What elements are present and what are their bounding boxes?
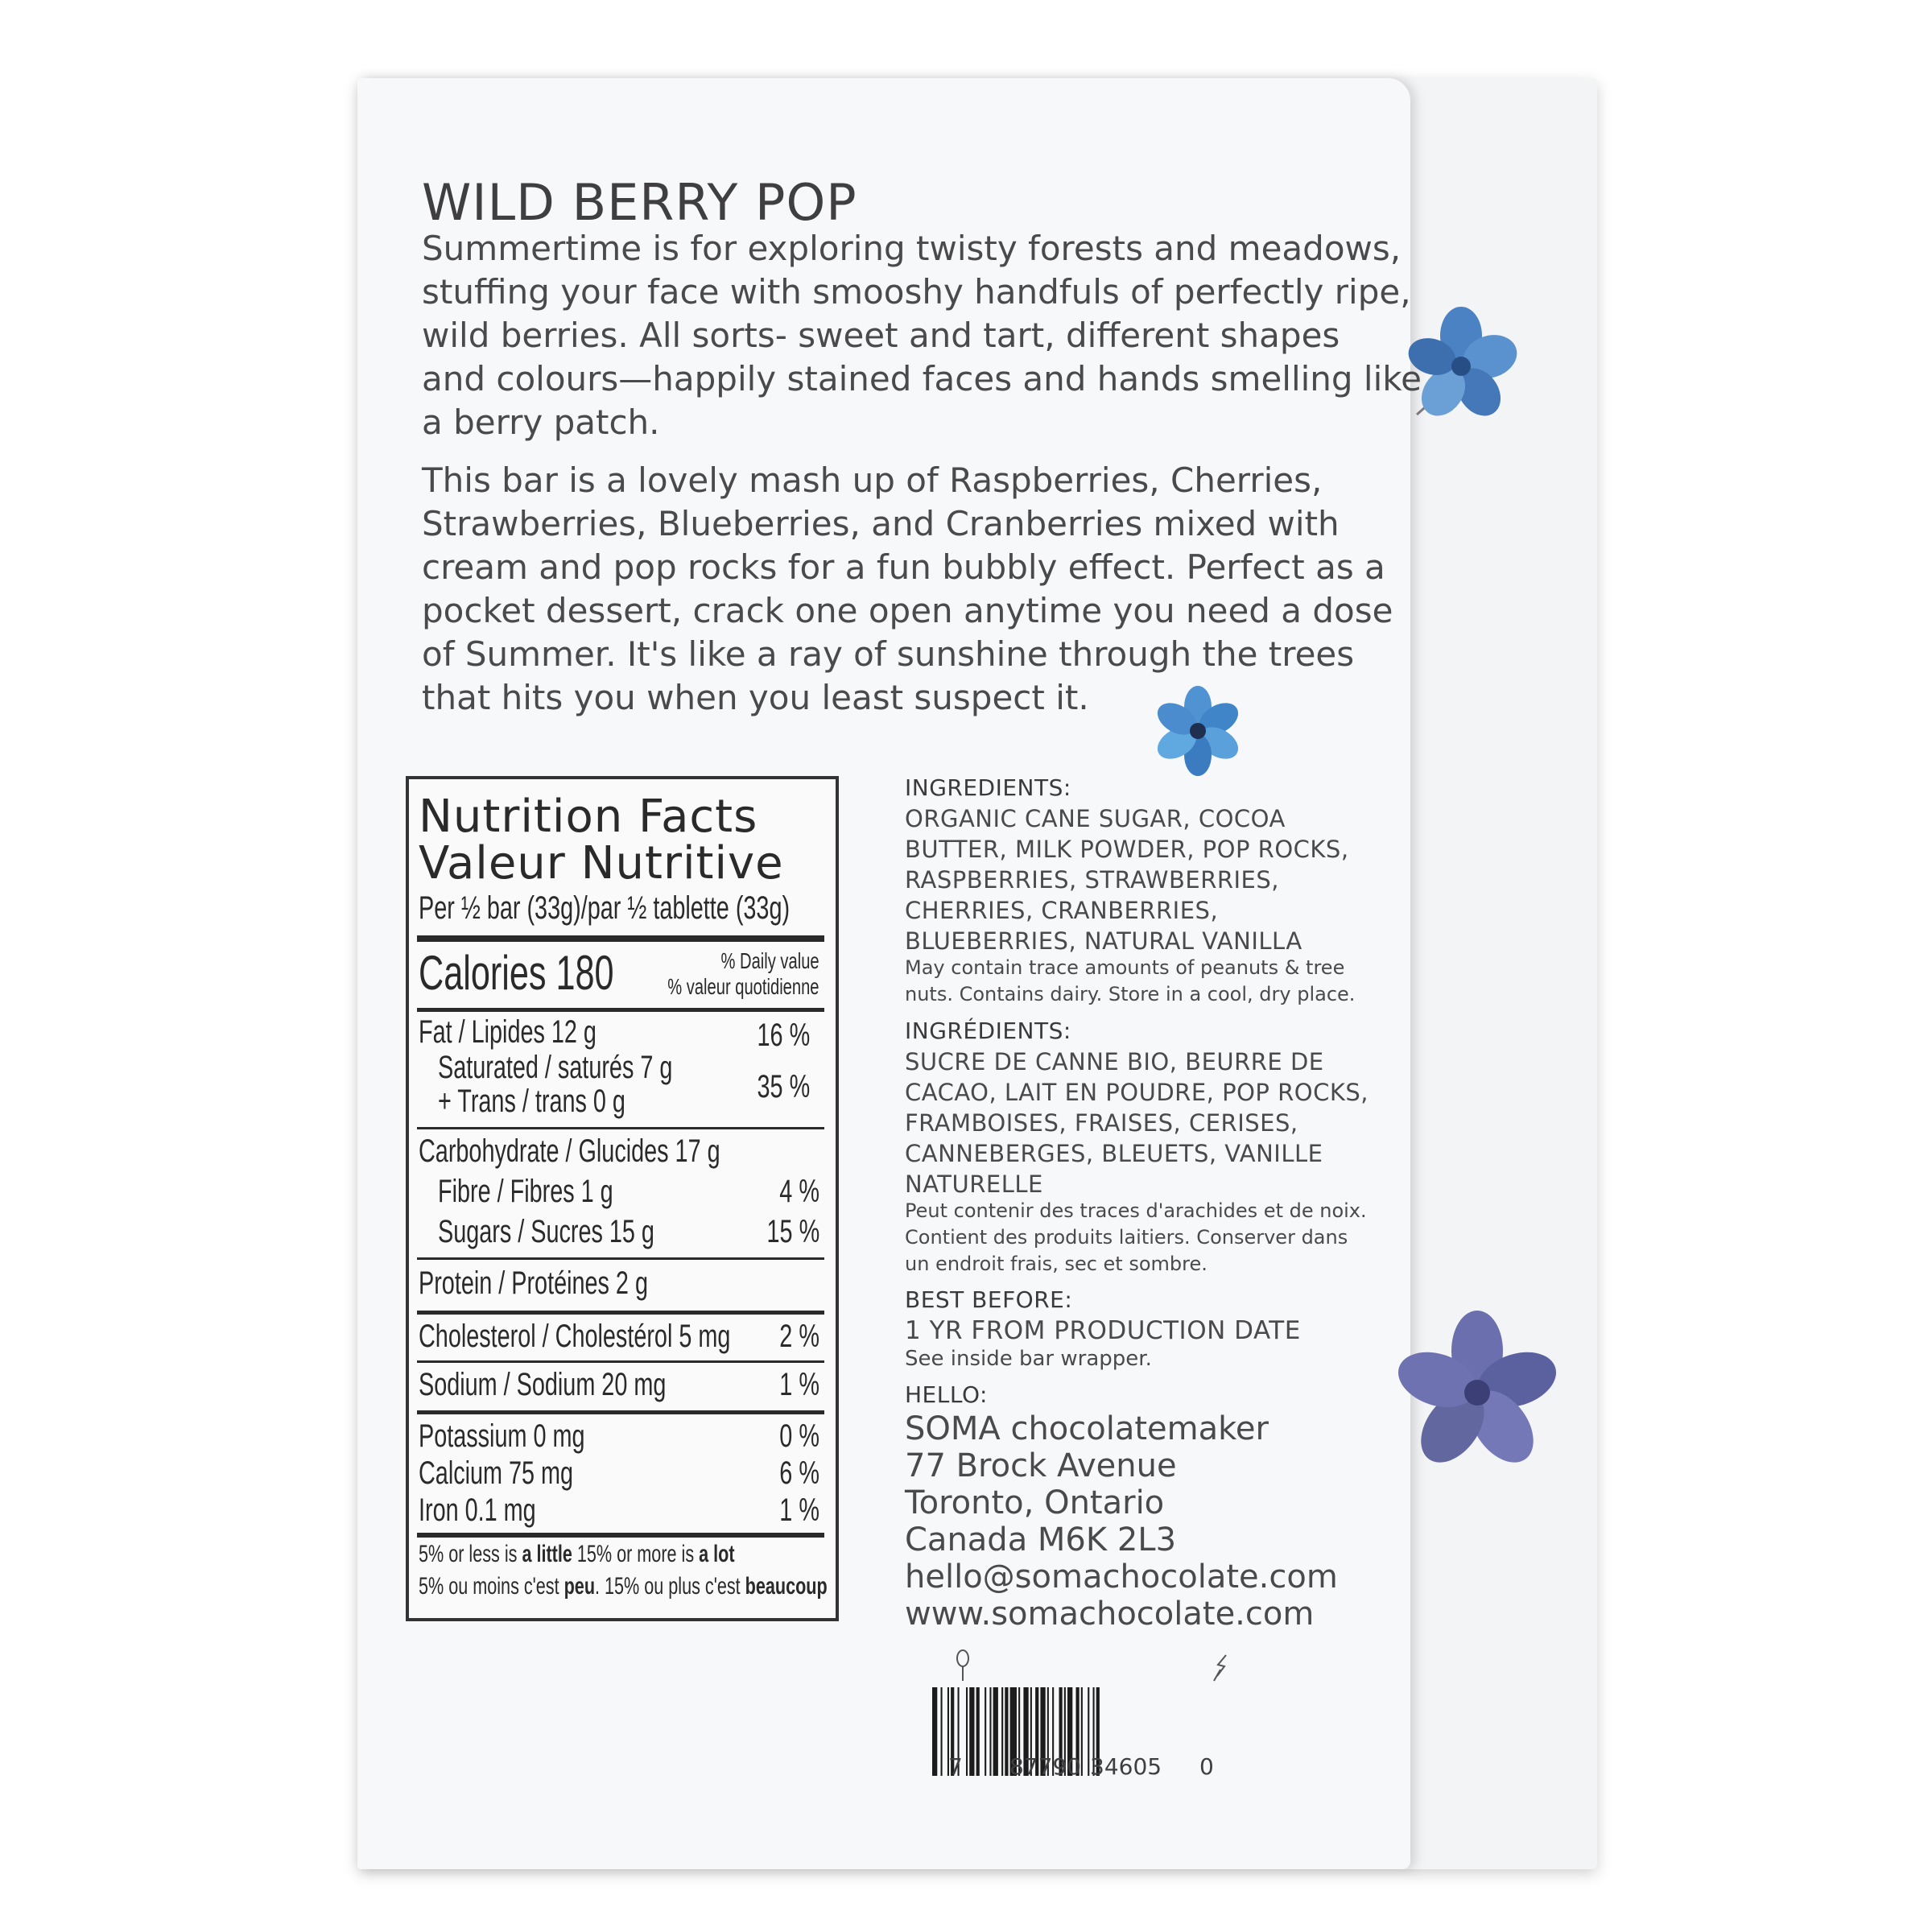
company-name: SOMA chocolatemaker	[905, 1410, 1269, 1447]
barcode-bar	[941, 1687, 943, 1776]
rule-thin	[417, 1257, 824, 1260]
calcium-row: Calcium 75 mg	[419, 1455, 574, 1491]
ingredient-line: BLUEBERRIES, NATURAL VANILLA	[905, 927, 1302, 955]
description-line: Strawberries, Blueberries, and Cranberries mixed with	[422, 504, 1340, 543]
description-line: wild berries. All sorts- sweet and tart, different shapes	[422, 316, 1340, 355]
footnote-bold: beaucoup	[745, 1573, 828, 1600]
rule-medium	[417, 1311, 824, 1315]
product-title: WILD BERRY POP	[422, 173, 857, 232]
nutrition-title-en: Nutrition Facts	[419, 791, 758, 843]
note-line: Contient des produits laitiers. Conserver dans	[905, 1226, 1348, 1249]
note-line: May contain trace amounts of peanuts & tree	[905, 956, 1345, 979]
rule-thick	[417, 935, 824, 942]
protein-row: Protein / Protéines 2 g	[419, 1265, 648, 1301]
barcode-bar	[989, 1687, 991, 1776]
cholesterol-dv: 2 %	[779, 1319, 819, 1354]
footnote-text: 5% ou moins c'est	[419, 1573, 564, 1600]
description-line: stuffing your face with smooshy handfuls of perfectly ripe,	[422, 272, 1411, 312]
ingredient-line: FRAMBOISES, FRAISES, CERISES,	[905, 1109, 1298, 1137]
nutrition-title-fr: Valeur Nutritive	[419, 837, 784, 890]
carbohydrate-row: Carbohydrate / Glucides 17 g	[419, 1133, 720, 1169]
daily-value-en: % Daily value	[720, 948, 819, 973]
description-line: cream and pop rocks for a fun bubbly effect. Perfect as a	[422, 547, 1385, 587]
ingredients-heading-fr: INGRÉDIENTS:	[905, 1018, 1071, 1044]
website-link[interactable]: www.somachocolate.com	[905, 1596, 1315, 1633]
fat-row: Fat / Lipides 12 g	[419, 1014, 597, 1050]
barcode-digits-right: 34605	[1090, 1753, 1162, 1780]
footnote-fr	[419, 1573, 828, 1600]
footnote-text: 15% or more is	[572, 1541, 700, 1567]
ingredients-list-fr	[905, 1046, 1368, 1199]
barcode-digit-first: 7	[948, 1753, 963, 1780]
sugars-dv: 15 %	[766, 1214, 819, 1249]
barcode-bar	[993, 1687, 998, 1776]
calories: Calories 180	[419, 946, 614, 1000]
street-address: 77 Brock Avenue	[905, 1447, 1177, 1484]
country-postal: Canada M6K 2L3	[905, 1521, 1177, 1558]
description-line: pocket dessert, crack one open anytime you need a dose	[422, 591, 1393, 630]
ingredients-list-en	[905, 803, 1349, 956]
ingredient-line: CHERRIES, CRANBERRIES,	[905, 897, 1219, 924]
ingredient-line: BUTTER, MILK POWDER, POP ROCKS,	[905, 836, 1349, 863]
barcode-bar	[1005, 1687, 1008, 1776]
description-line: and colours—happily stained faces and hands smelling like	[422, 359, 1422, 398]
ingredient-line: CACAO, LAIT EN POUDRE, POP ROCKS,	[905, 1079, 1368, 1106]
potassium-dv: 0 %	[779, 1418, 819, 1454]
contact-heading: HELLO:	[905, 1381, 988, 1408]
note-line: Peut contenir des traces d'arachides et de noix.	[905, 1199, 1367, 1222]
daily-value-fr: % valeur quotidienne	[667, 974, 819, 999]
cholesterol-row: Cholesterol / Cholestérol 5 mg	[419, 1319, 731, 1354]
serving-size: Per ½ bar (33g)/par ½ tablette (33g)	[419, 890, 791, 926]
ingredient-line: SUCRE DE CANNE BIO, BEURRE DE	[905, 1048, 1324, 1075]
rule-thick	[417, 1533, 824, 1538]
city-province: Toronto, Ontario	[905, 1484, 1165, 1521]
barcode-bar	[985, 1687, 986, 1776]
allergen-note-fr	[905, 1198, 1367, 1278]
fibre-dv: 4 %	[779, 1174, 819, 1209]
barcode-bar	[932, 1687, 937, 1776]
nutrition-facts-table	[406, 776, 839, 1621]
contact-address	[905, 1410, 1338, 1633]
footnote-en	[419, 1541, 735, 1568]
description-line: a berry patch.	[422, 402, 660, 442]
description-paragraph-1	[422, 227, 1422, 444]
note-line: nuts. Contains dairy. Store in a cool, dry place.	[905, 983, 1356, 1005]
rule-thin	[417, 1127, 824, 1129]
description-line: This bar is a lovely mash up of Raspberries, Cherries,	[422, 460, 1323, 500]
best-before-heading: BEST BEFORE:	[905, 1286, 1073, 1313]
sodium-dv: 1 %	[779, 1367, 819, 1402]
ingredients-heading-en: INGREDIENTS:	[905, 774, 1071, 801]
potassium-row: Potassium 0 mg	[419, 1418, 585, 1454]
iron-row: Iron 0.1 mg	[419, 1492, 536, 1528]
best-before-value: 1 YR FROM PRODUCTION DATE	[905, 1316, 1301, 1345]
barcode-bar	[966, 1687, 968, 1776]
trans-row: + Trans / trans 0 g	[438, 1084, 625, 1119]
ingredient-line: NATURELLE	[905, 1170, 1043, 1198]
barcode-bar	[1001, 1687, 1003, 1776]
description-line: of Summer. It's like a ray of sunshine through the trees	[422, 634, 1355, 674]
footnote-text: 5% or less is	[419, 1541, 522, 1567]
barcode-bar	[1081, 1687, 1083, 1776]
footnote-bold: peu	[564, 1573, 596, 1600]
allergen-note-en	[905, 955, 1355, 1008]
footnote-bold: a little	[522, 1541, 572, 1567]
description-line: Summertime is for exploring twisty forests and meadows,	[422, 229, 1402, 268]
ingredient-line: RASPBERRIES, STRAWBERRIES,	[905, 866, 1279, 894]
fibre-row: Fibre / Fibres 1 g	[438, 1174, 613, 1209]
sugars-row: Sugars / Sucres 15 g	[438, 1214, 654, 1249]
ingredient-line: ORGANIC CANE SUGAR, COCOA	[905, 805, 1286, 832]
description-paragraph-2	[422, 459, 1393, 720]
calcium-dv: 6 %	[779, 1455, 819, 1491]
iron-dv: 1 %	[779, 1492, 819, 1528]
rule-thin	[417, 1360, 824, 1363]
footnote-bold: a lot	[699, 1541, 735, 1567]
barcode-bar	[1088, 1687, 1089, 1776]
barcode-bar	[969, 1687, 974, 1776]
fat-dv: 16 %	[757, 1018, 810, 1053]
ingredient-line: CANNEBERGES, BLEUETS, VANILLE	[905, 1140, 1323, 1167]
best-before-note: See inside bar wrapper.	[905, 1347, 1152, 1371]
purple-flower-bottom-right-icon	[1393, 1304, 1570, 1481]
barcode-bar	[976, 1687, 980, 1776]
sat-trans-dv: 35 %	[757, 1069, 810, 1104]
barcode-icon	[924, 1649, 1246, 1777]
barcode-digits-left: 87790	[1009, 1753, 1082, 1780]
description-line: that hits you when you least suspect it.	[422, 678, 1089, 717]
note-line: un endroit frais, sec et sombre.	[905, 1253, 1208, 1275]
saturated-row: Saturated / saturés 7 g	[438, 1050, 673, 1085]
barcode-digit-last: 0	[1199, 1753, 1214, 1780]
email-link[interactable]: hello@somachocolate.com	[905, 1558, 1338, 1596]
rule-medium	[417, 1410, 824, 1414]
rule-medium	[417, 1008, 824, 1012]
sodium-row: Sodium / Sodium 20 mg	[419, 1367, 667, 1402]
footnote-text: . 15% ou plus c'est	[595, 1573, 745, 1600]
